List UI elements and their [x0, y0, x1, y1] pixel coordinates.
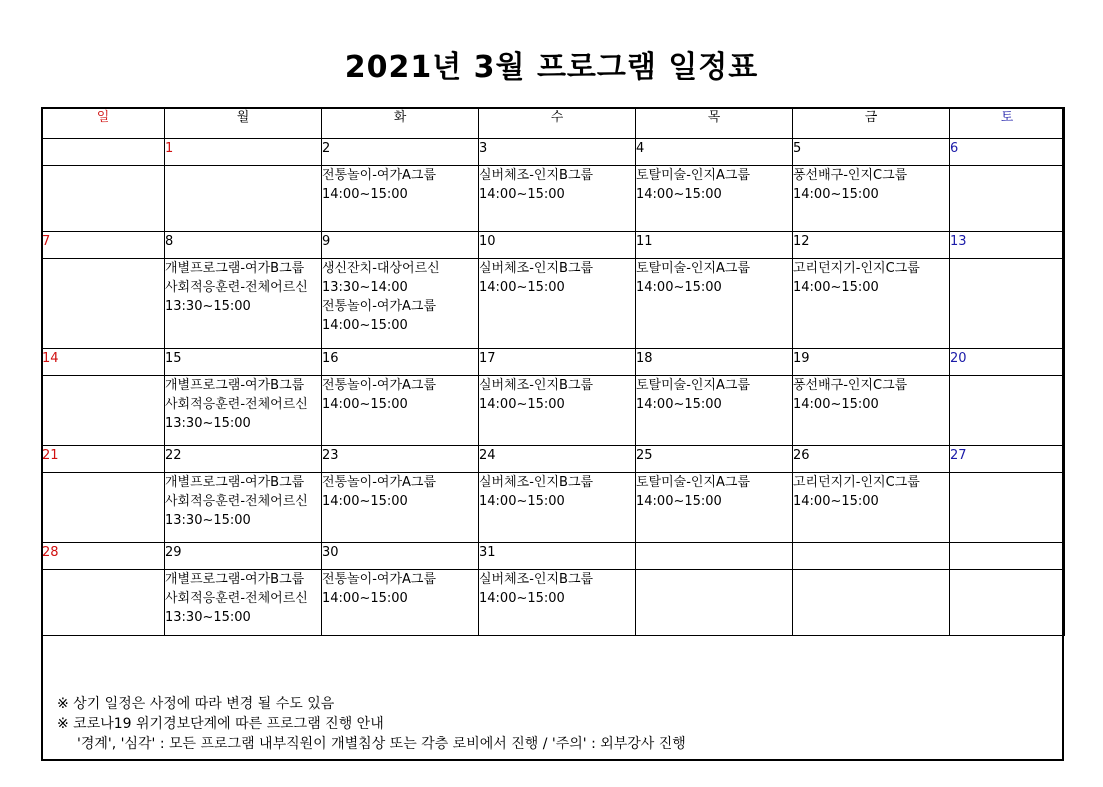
date-cell-mon: 15: [165, 349, 322, 376]
event-line: 전통놀이-여가A그룹: [322, 378, 437, 393]
event-line: 토탈미술-인지A그룹: [636, 168, 751, 183]
event-line: 전통놀이-여가A그룹: [322, 572, 437, 587]
event-line: 사회적응훈련-전체어르신: [165, 591, 308, 606]
note-covid-guidance: ※ 코로나19 위기경보단계에 따른 프로그램 진행 안내: [57, 716, 384, 732]
event-line: 14:00~15:00: [793, 187, 879, 202]
event-line: 전통놀이-여가A그룹: [322, 168, 437, 183]
event-line: 사회적응훈련-전체어르신: [165, 494, 308, 509]
date-cell-thu: 25: [636, 446, 793, 473]
date-cell-wed: 31: [479, 543, 636, 570]
date-cell-fri: 12: [793, 232, 950, 259]
event-line: 14:00~15:00: [479, 591, 565, 606]
event-line: 전통놀이-여가A그룹: [322, 299, 437, 314]
event-line: 풍선배구-인지C그룹: [793, 378, 908, 393]
event-line: 개별프로그램-여가B그룹: [165, 261, 305, 276]
date-cell-mon: 22: [165, 446, 322, 473]
event-line: 13:30~15:00: [165, 513, 251, 528]
event-line: 전통놀이-여가A그룹: [322, 475, 437, 490]
event-line: 14:00~15:00: [636, 494, 722, 509]
event-line: 13:30~15:00: [165, 299, 251, 314]
date-cell-tue: 9: [322, 232, 479, 259]
date-cell-mon: 1: [165, 139, 322, 166]
date-cell-thu: 4: [636, 139, 793, 166]
date-cell-sat: 20: [950, 349, 1065, 376]
event-line: 14:00~15:00: [322, 494, 408, 509]
note-schedule-change: ※ 상기 일정은 사정에 따라 변경 될 수도 있음: [57, 696, 335, 712]
weekday-monday: 월: [165, 108, 322, 139]
event-line: 고리던지기-인지C그룹: [793, 261, 920, 276]
date-cell-mon: 8: [165, 232, 322, 259]
date-cell-sun: 21: [42, 446, 165, 473]
event-line: 실버체조-인지B그룹: [479, 378, 594, 393]
event-line: 사회적응훈련-전체어르신: [165, 397, 308, 412]
event-line: 토탈미술-인지A그룹: [636, 261, 751, 276]
date-cell-wed: 3: [479, 139, 636, 166]
event-line: 14:00~15:00: [479, 187, 565, 202]
event-line: 개별프로그램-여가B그룹: [165, 378, 305, 393]
date-cell-wed: 24: [479, 446, 636, 473]
notes-section: [43, 694, 1062, 759]
date-cell-mon: 29: [165, 543, 322, 570]
date-cell-tue: 16: [322, 349, 479, 376]
weekday-tuesday: 화: [322, 108, 479, 139]
date-cell-fri: 26: [793, 446, 950, 473]
date-cell-tue: 30: [322, 543, 479, 570]
event-line: 13:30~15:00: [165, 610, 251, 625]
event-line: 토탈미술-인지A그룹: [636, 475, 751, 490]
event-line: 14:00~15:00: [793, 397, 879, 412]
date-cell-wed: 10: [479, 232, 636, 259]
note-alert-levels: '경계', '심각' : 모든 프로그램 내부직원이 개별침상 또는 각층 로비에서 진행 / '주의' : 외부강사 진행: [77, 736, 686, 752]
weekday-thursday: 목: [636, 108, 793, 139]
date-cell-fri: 5: [793, 139, 950, 166]
event-line: 생신잔치-대상어르신: [322, 261, 440, 276]
event-line: 개별프로그램-여가B그룹: [165, 475, 305, 490]
date-cell-tue: 23: [322, 446, 479, 473]
weekday-saturday: 토: [950, 108, 1065, 139]
event-line: 14:00~15:00: [636, 280, 722, 295]
table-outer-border: [41, 107, 1064, 761]
date-cell-sat: 13: [950, 232, 1065, 259]
page-title: 2021년 3월 프로그램 일정표: [344, 50, 759, 85]
date-cell-thu: 18: [636, 349, 793, 376]
event-line: 개별프로그램-여가B그룹: [165, 572, 305, 587]
event-line: 실버체조-인지B그룹: [479, 261, 594, 276]
date-cell-sat: 6: [950, 139, 1065, 166]
event-line: 14:00~15:00: [479, 280, 565, 295]
date-cell-wed: 17: [479, 349, 636, 376]
event-line: 14:00~15:00: [322, 318, 408, 333]
date-cell-sun: 28: [42, 543, 165, 570]
event-line: 14:00~15:00: [322, 397, 408, 412]
event-line: 토탈미술-인지A그룹: [636, 378, 751, 393]
weekday-wednesday: 수: [479, 108, 636, 139]
event-line: 14:00~15:00: [793, 280, 879, 295]
event-line: 13:30~15:00: [165, 416, 251, 431]
event-line: 실버체조-인지B그룹: [479, 168, 594, 183]
date-cell-tue: 2: [322, 139, 479, 166]
date-cell-fri: 19: [793, 349, 950, 376]
event-line: 14:00~15:00: [322, 187, 408, 202]
event-line: 14:00~15:00: [636, 187, 722, 202]
event-line: 13:30~14:00: [322, 280, 408, 295]
event-line: 풍선배구-인지C그룹: [793, 168, 908, 183]
date-cell-sun: 7: [42, 232, 165, 259]
date-cell-sun: 14: [42, 349, 165, 376]
event-line: 실버체조-인지B그룹: [479, 475, 594, 490]
event-line: 14:00~15:00: [793, 494, 879, 509]
event-line: 사회적응훈련-전체어르신: [165, 280, 308, 295]
date-cell-thu: 11: [636, 232, 793, 259]
event-line: 실버체조-인지B그룹: [479, 572, 594, 587]
weekday-sunday: 일: [42, 108, 165, 139]
event-line: 14:00~15:00: [479, 494, 565, 509]
event-line: 14:00~15:00: [636, 397, 722, 412]
weekday-friday: 금: [793, 108, 950, 139]
date-cell-sat: 27: [950, 446, 1065, 473]
event-line: 14:00~15:00: [479, 397, 565, 412]
event-line: 고리던지기-인지C그룹: [793, 475, 920, 490]
event-line: 14:00~15:00: [322, 591, 408, 606]
